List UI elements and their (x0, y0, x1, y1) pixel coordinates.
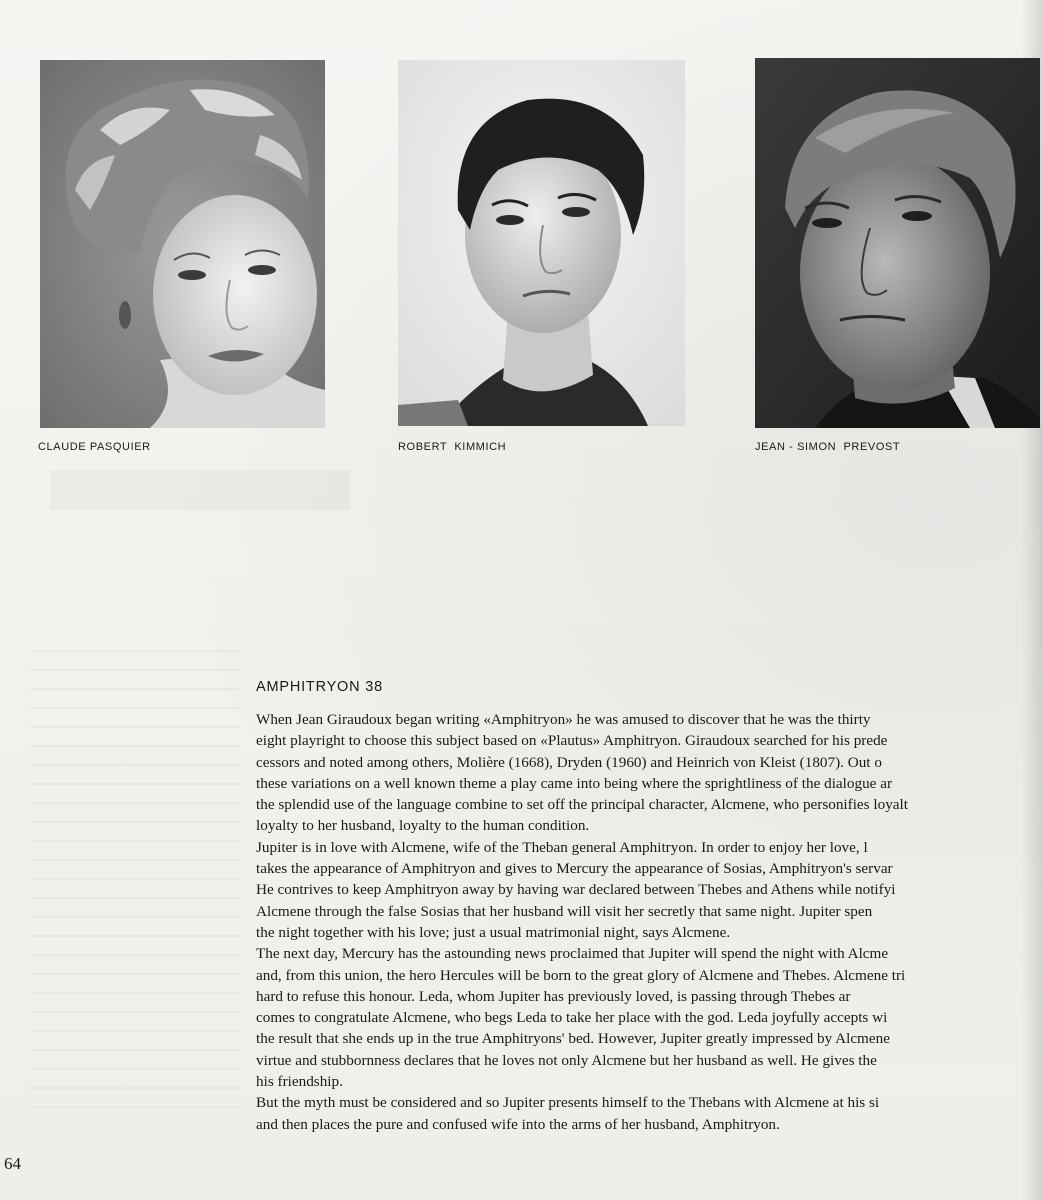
body-line: Alcmene through the false Sosias that her husband will visit her secretly that same night. Jupiter spen (256, 902, 873, 920)
body-line: hard to refuse this honour. Leda, whom Jupiter has previously loved, is passing through Thebes ar (256, 987, 851, 1005)
body-line: and, from this union, the hero Hercules will be born to the great glory of Alcmene and Thebes. Alcmene tri (256, 966, 906, 984)
body-line: The next day, Mercury has the astounding news proclaimed that Jupiter will spend the night with Alcme (256, 945, 889, 963)
body-line: eight playright to choose this subject based on «Plautus» Amphitryon. Giraudoux searched for his prede (256, 732, 888, 750)
bleed-through-text (50, 470, 350, 510)
portrait-photo-jean-simon-prevost (755, 58, 1040, 428)
body-line: the result that she ends up in the true Amphitryons' bed. However, Jupiter greatly impressed by Alcmene (256, 1030, 890, 1048)
page-number: 64 (4, 1154, 21, 1173)
portrait-photo-claude-pasquier (40, 60, 325, 428)
body-line: the night together with his love; just a usual matrimonial night, says Alcmene. (256, 923, 731, 941)
body-line: virtue and stubbornness declares that he loves not only Alcmene but her husband as well. He gives the (256, 1051, 877, 1069)
body-line: his friendship. (256, 1073, 343, 1091)
body-line: the splendid use of the language combine to set off the principal character, Alcmene, who personifies loyalt (256, 796, 908, 814)
body-line: He contrives to keep Amphitryon away by having war declared between Thebes and Athens while notifyi (256, 881, 896, 899)
body-line: loyalty to her husband, loyalty to the human condition. (256, 817, 590, 835)
article-title: AMPHITRYON 38 (256, 679, 383, 695)
bleed-through-text (30, 650, 240, 1120)
body-line: When Jean Giraudoux began writing «Amphitryon» he was amused to discover that he was the thirty (256, 711, 871, 728)
body-line: takes the appearance of Amphitryon and gives to Mercury the appearance of Sosias, Amphitryon's servar (256, 860, 893, 878)
body-line: But the myth must be considered and so Jupiter presents himself to the Thebans with Alcmene at his si (256, 1094, 880, 1112)
portrait-photo-robert-kimmich (398, 60, 685, 426)
body-line: Jupiter is in love with Alcmene, wife of the Theban general Amphitryon. In order to enjoy her love, l (256, 838, 868, 856)
article-body (256, 709, 1043, 1135)
photo-caption: ROBERT KIMMICH (398, 441, 507, 453)
body-line: and then places the pure and confused wife into the arms of her husband, Amphitryon. (256, 1115, 780, 1133)
body-line: comes to congratulate Alcmene, who begs Leda to take her place with the god. Leda joyfully accepts wi (256, 1009, 888, 1027)
body-line: these variations on a well known theme a play came into being where the sprightliness of the dialogue ar (256, 774, 892, 792)
photo-caption: CLAUDE PASQUIER (38, 441, 151, 453)
photo-caption: JEAN - SIMON PREVOST (755, 441, 901, 453)
body-line: cessors and noted among others, Molière (1668), Dryden (1960) and Heinrich von Kleist (1807). Out o (256, 753, 882, 771)
